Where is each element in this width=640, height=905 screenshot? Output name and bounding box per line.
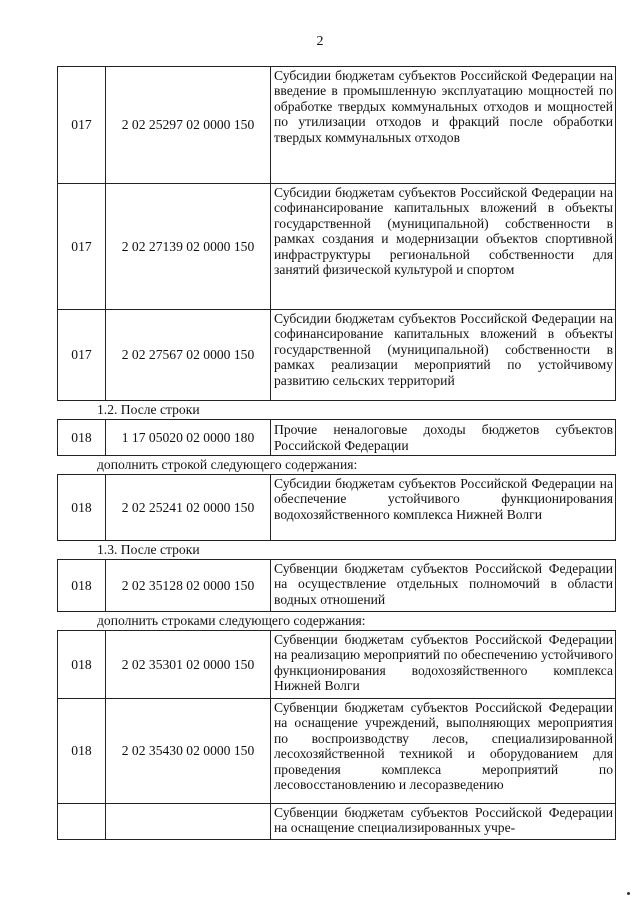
revenue-name-cell: Субвенции бюджетам субъектов Российской Федерации на оснащение специализированных учре-	[271, 804, 616, 840]
scan-speck	[627, 892, 630, 895]
kbk-code-cell	[106, 804, 271, 840]
add-rows-instruction-1-3: дополнить строками следующего содержания:	[97, 613, 366, 628]
admin-code-cell: 017	[58, 184, 106, 310]
add-row-instruction-1-2: дополнить строкой следующего содержания:	[97, 457, 358, 472]
admin-code-cell: 018	[58, 631, 106, 699]
table-row	[58, 67, 616, 184]
kbk-code-cell: 2 02 27139 02 0000 150	[106, 184, 271, 310]
kbk-code-cell: 1 17 05020 02 0000 180	[106, 420, 271, 456]
admin-code-cell: 018	[58, 560, 106, 612]
table-row	[58, 420, 616, 456]
table-row	[58, 310, 616, 401]
admin-code-cell	[58, 804, 106, 840]
kbk-code-cell: 2 02 25297 02 0000 150	[106, 67, 271, 184]
revenue-name-cell: Субсидии бюджетам субъектов Российской Федерации на обеспечение устойчивого функционирования водохозяйственного комплекса Нижней Волги	[271, 475, 616, 541]
revenue-name-cell: Субвенции бюджетам субъектов Российской Федерации на осуществление отдельных полномочий в области водных отношений	[271, 560, 616, 612]
revenue-name-cell: Прочие неналоговые доходы бюджетов субъектов Российской Федерации	[271, 420, 616, 456]
new-row-table-1-2	[57, 474, 616, 541]
revenue-name-cell: Субсидии бюджетам субъектов Российской Федерации на софинансирование капитальных вложений в объекты государственной (муниципальной) собственности в рамках реализации мероприятий по устойчивому развитию сельских территорий	[271, 310, 616, 401]
table-row	[58, 631, 616, 699]
table-row	[58, 475, 616, 541]
page-number: 2	[316, 34, 324, 49]
kbk-code-cell: 2 02 35128 02 0000 150	[106, 560, 271, 612]
admin-code-cell: 017	[58, 67, 106, 184]
table-row	[58, 699, 616, 804]
table-row	[58, 560, 616, 612]
revenue-name-cell: Субсидии бюджетам субъектов Российской Федерации на софинансирование капитальных вложений в объекты государственной (муниципальной) собственности в рамках создания и модернизации объектов спортивной инфраструктуры региональной собственности для занятий физической культурой и спортом	[271, 184, 616, 310]
admin-code-cell: 017	[58, 310, 106, 401]
admin-code-cell: 018	[58, 475, 106, 541]
new-rows-table-1-3	[57, 630, 616, 840]
table-row	[58, 184, 616, 310]
revenue-name-cell: Субсидии бюджетам субъектов Российской Федерации на введение в промышленную эксплуатацию мощностей по обработке твердых коммунальных отходов и мощностей по утилизации отходов и фракций после обработки твердых коммунальных отходов	[271, 67, 616, 184]
kbk-code-cell: 2 02 27567 02 0000 150	[106, 310, 271, 401]
revenue-table-1	[57, 66, 616, 401]
section-heading-1-3: 1.3. После строки	[97, 542, 200, 557]
after-row-table-1-2	[57, 419, 616, 456]
kbk-code-cell: 2 02 35430 02 0000 150	[106, 699, 271, 804]
admin-code-cell: 018	[58, 420, 106, 456]
section-heading-1-2: 1.2. После строки	[97, 402, 200, 417]
after-row-table-1-3	[57, 559, 616, 612]
admin-code-cell: 018	[58, 699, 106, 804]
revenue-name-cell: Субвенции бюджетам субъектов Российской Федерации на оснащение учреждений, выполняющих мероприятия по воспроизводству лесов, специализированной лесохозяйственной техникой и оборудованием для проведения комплекса мероприятий по лесовосстановлению и лесоразведению	[271, 699, 616, 804]
table-row	[58, 804, 616, 840]
document-body	[57, 66, 613, 840]
kbk-code-cell: 2 02 35301 02 0000 150	[106, 631, 271, 699]
kbk-code-cell: 2 02 25241 02 0000 150	[106, 475, 271, 541]
revenue-name-cell: Субвенции бюджетам субъектов Российской Федерации на реализацию мероприятий по обеспечению устойчивого функционирования водохозяйственного комплекса Нижней Волги	[271, 631, 616, 699]
